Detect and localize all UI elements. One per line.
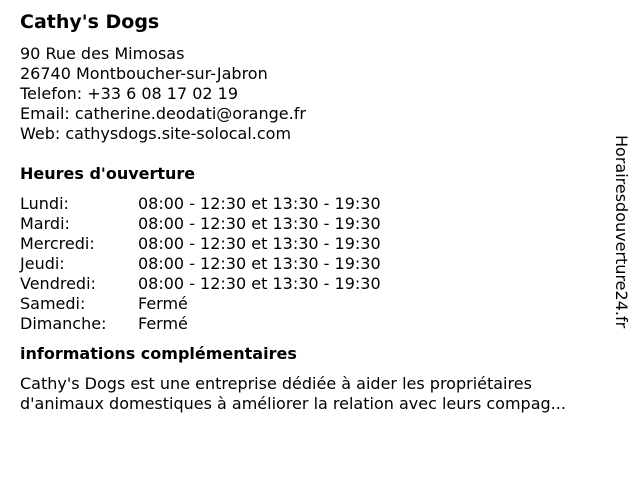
day-hours: 08:00 - 12:30 et 13:30 - 19:30 <box>138 234 381 253</box>
description-line: Cathy's Dogs est une entreprise dédiée à aider les propriétaires <box>20 374 532 393</box>
description-line: d'animaux domestiques à améliorer la relation avec leurs compag... <box>20 394 566 413</box>
day-label: Dimanche: <box>20 314 107 333</box>
hours-row-saturday <box>20 294 600 314</box>
email-line[interactable]: Email: catherine.deodati@orange.fr <box>20 104 306 123</box>
day-hours: 08:00 - 12:30 et 13:30 - 19:30 <box>138 214 381 233</box>
address-city: 26740 Montboucher-sur-Jabron <box>20 64 268 83</box>
hours-row-monday <box>20 194 600 214</box>
day-hours: 08:00 - 12:30 et 13:30 - 19:30 <box>138 194 381 213</box>
phone-line[interactable]: Telefon: +33 6 08 17 02 19 <box>20 84 239 103</box>
site-watermark: Horairesdouverture24.fr <box>612 135 631 329</box>
description <box>20 374 620 414</box>
day-label: Jeudi: <box>20 254 65 273</box>
web-line[interactable]: Web: cathysdogs.site-solocal.com <box>20 124 292 143</box>
day-label: Samedi: <box>20 294 86 313</box>
business-name: Cathy's Dogs <box>20 11 160 33</box>
day-label: Mardi: <box>20 214 70 233</box>
hours-row-tuesday <box>20 214 600 234</box>
day-label: Mercredi: <box>20 234 95 253</box>
info-heading: informations complémentaires <box>20 344 297 363</box>
hours-row-friday <box>20 274 600 294</box>
hours-row-sunday <box>20 314 600 334</box>
address-street: 90 Rue des Mimosas <box>20 44 185 63</box>
hours-heading: Heures d'ouverture <box>20 164 196 183</box>
contact-block <box>20 44 600 144</box>
hours-table <box>20 194 600 334</box>
day-hours: Fermé <box>138 314 188 333</box>
hours-row-thursday <box>20 254 600 274</box>
day-hours: 08:00 - 12:30 et 13:30 - 19:30 <box>138 254 381 273</box>
business-card <box>20 10 600 414</box>
day-hours: 08:00 - 12:30 et 13:30 - 19:30 <box>138 274 381 293</box>
day-hours: Fermé <box>138 294 188 313</box>
day-label: Vendredi: <box>20 274 96 293</box>
day-label: Lundi: <box>20 194 69 213</box>
hours-row-wednesday <box>20 234 600 254</box>
